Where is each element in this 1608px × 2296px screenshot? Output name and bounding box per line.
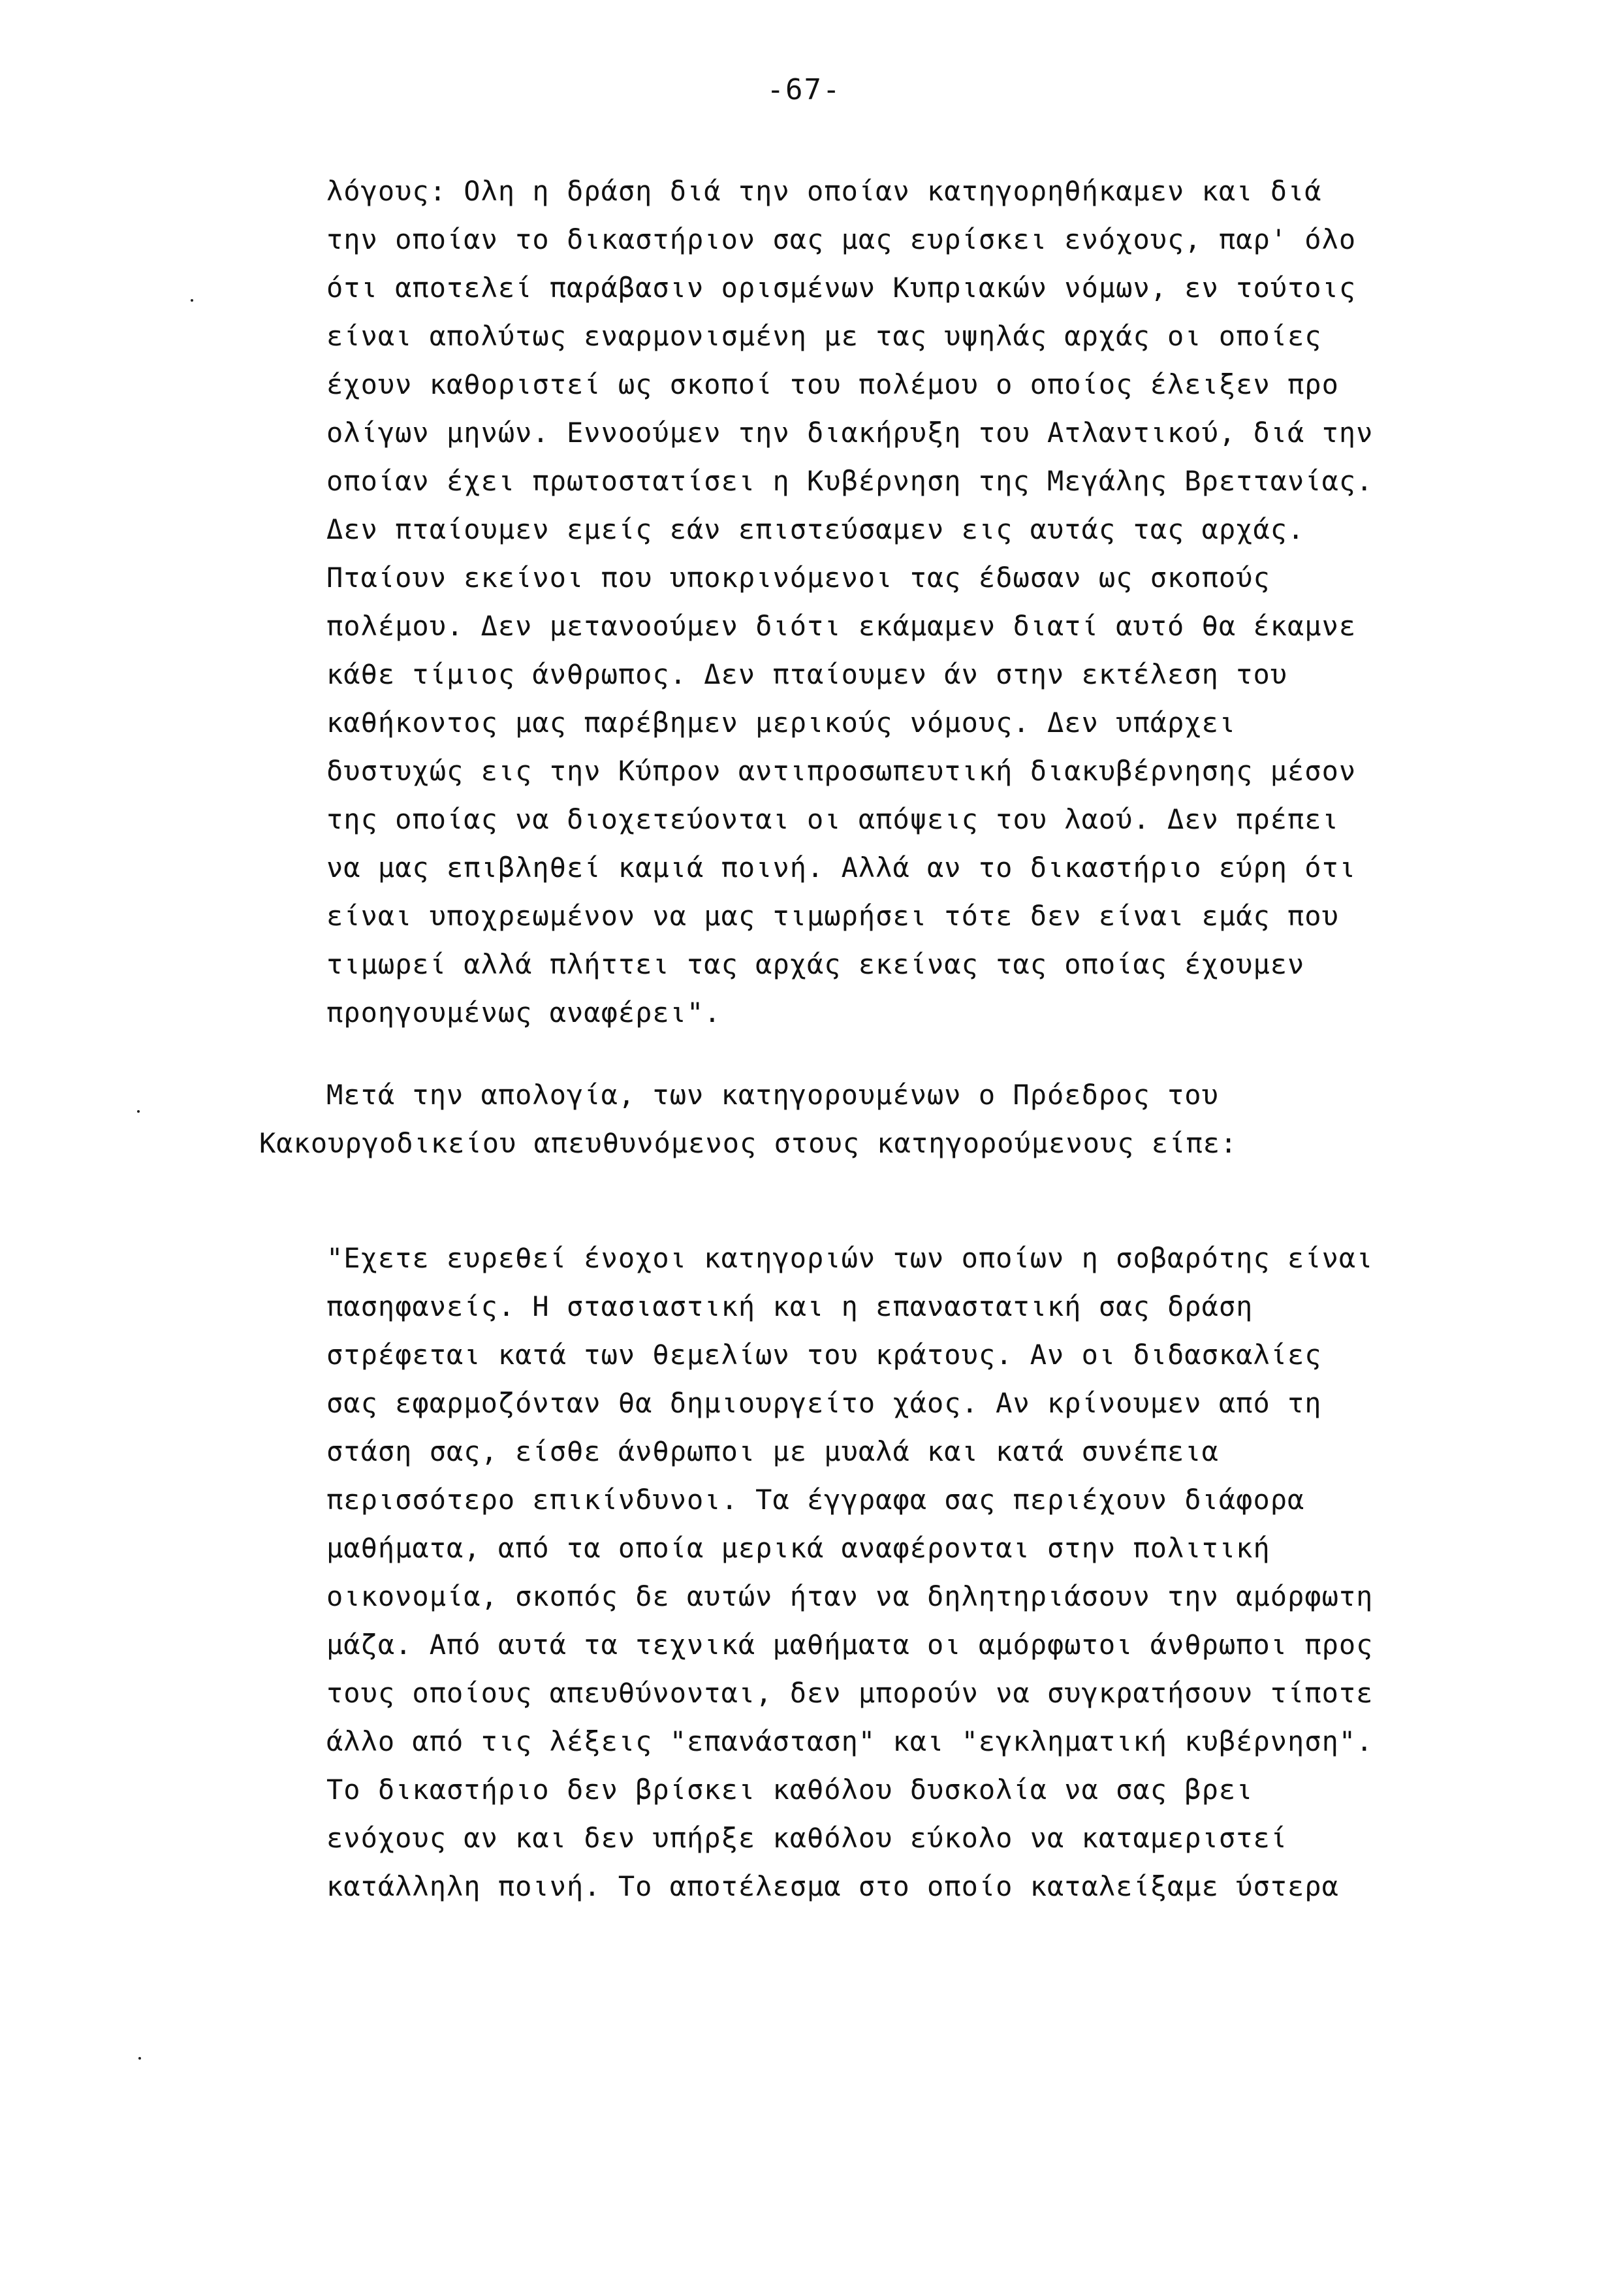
text-line: πολέμου. Δεν μετανοούμεν διότι εκάμαμεν διατί αυτό θα έκαμνε (326, 610, 1357, 642)
text-line: οικονομία, σκοπός δε αυτών ήταν να δηλητηριάσουν την αμόρφωτη (326, 1580, 1374, 1612)
text-line: σας εφαρμοζόνταν θα δημιουργείτο χάος. Αν κρίνουμεν από τη (326, 1387, 1322, 1419)
text-line: μαθήματα, από τα οποία μερικά αναφέρονται στην πολιτική (326, 1532, 1270, 1564)
text-line: Μετά την απολογία, των κατηγορουμένων ο Πρόεδρος του (326, 1079, 1219, 1111)
text-line: οποίαν έχει πρωτοστατίσει η Κυβέρνηση της Μεγάλης Βρεττανίας. (326, 465, 1374, 497)
text-line: είναι απολύτως εναρμονισμένη με τας υψηλάς αρχάς οι οποίες (326, 320, 1322, 352)
text-line: Το δικαστήριο δεν βρίσκει καθόλου δυσκολία να σας βρει (326, 1774, 1253, 1806)
text-line: ολίγων μηνών. Εννοούμεν την διακήρυξη του Ατλαντικού, διά την (326, 417, 1374, 449)
scan-speck (138, 2057, 141, 2060)
text-line: προηγουμένως αναφέρει". (326, 997, 721, 1028)
text-line: δυστυχώς εις την Κύπρον αντιπροσωπευτική διακυβέρνησης μέσον (326, 755, 1357, 787)
narrative-paragraph (259, 1071, 1237, 1168)
text-line: στάση σας, είσθε άνθρωποι με μυαλά και κατά συνέπεια (326, 1435, 1219, 1467)
text-line: έχουν καθοριστεί ως σκοποί του πολέμου ο οποίος έλειξεν προ (326, 368, 1339, 400)
text-line: άλλο από τις λέξεις "επανάσταση" και "εγκληματική κυβέρνηση". (326, 1725, 1374, 1757)
text-line: Κακουργοδικείου απευθυνόμενος στους κατηγορούμενους είπε: (259, 1127, 1238, 1159)
text-line: λόγους: Ολη η δράση διά την οποίαν κατηγορηθήκαμεν και διά (326, 175, 1322, 207)
text-line: να μας επιβληθεί καμιά ποινή. Αλλά αν το δικαστήριο εύρη ότι (326, 852, 1357, 884)
text-line: ενόχους αν και δεν υπήρξε καθόλου εύκολο να καταμεριστεί (326, 1822, 1288, 1854)
quoted-court-statement (326, 1234, 1373, 1911)
text-line: της οποίας να διοχετεύονται οι απόψεις του λαού. Δεν πρέπει (326, 803, 1339, 835)
text-line: πασηφανείς. Η στασιαστική και η επαναστατική σας δράση (326, 1290, 1253, 1322)
quoted-defense-statement (326, 167, 1373, 1037)
text-line: κάθε τίμιος άνθρωπος. Δεν πταίουμεν άν στην εκτέλεση του (326, 658, 1288, 690)
text-line: την οποίαν το δικαστήριον σας μας ευρίσκει ενόχους, παρ' όλο (326, 223, 1357, 255)
text-line: κατάλληλη ποινή. Το αποτέλεσμα στο οποίο καταλείξαμε ύστερα (326, 1870, 1339, 1902)
text-line: Δεν πταίουμεν εμείς εάν επιστεύσαμεν εις αυτάς τας αρχάς. (326, 513, 1305, 545)
scan-speck (191, 299, 193, 302)
text-line: μάζα. Από αυτά τα τεχνικά μαθήματα οι αμόρφωτοι άνθρωποι προς (326, 1629, 1374, 1661)
text-line: στρέφεται κατά των θεμελίων του κράτους. Αν οι διδασκαλίες (326, 1339, 1322, 1371)
text-line: τιμωρεί αλλά πλήττει τας αρχάς εκείνας τας οποίας έχουμεν (326, 948, 1305, 980)
text-line: "Εχετε ευρεθεί ένοχοι κατηγοριών των οποίων η σοβαρότης είναι (326, 1242, 1374, 1274)
text-line: είναι υποχρεωμένον να μας τιμωρήσει τότε δεν είναι εμάς που (326, 900, 1339, 932)
text-line: Πταίουν εκείνοι που υποκρινόμενοι τας έδωσαν ως σκοπούς (326, 562, 1270, 594)
text-line: τους οποίους απευθύνονται, δεν μπορούν να συγκρατήσουν τίποτε (326, 1677, 1374, 1709)
page-number: -67- (766, 73, 842, 106)
text-line: ότι αποτελεί παράβασιν ορισμένων Κυπριακών νόμων, εν τούτοις (326, 272, 1357, 304)
scan-speck (137, 1110, 140, 1113)
text-line: περισσότερο επικίνδυνοι. Τα έγγραφα σας περιέχουν διάφορα (326, 1484, 1305, 1516)
text-line: καθήκοντος μας παρέβημεν μερικούς νόμους. Δεν υπάρχει (326, 707, 1237, 739)
